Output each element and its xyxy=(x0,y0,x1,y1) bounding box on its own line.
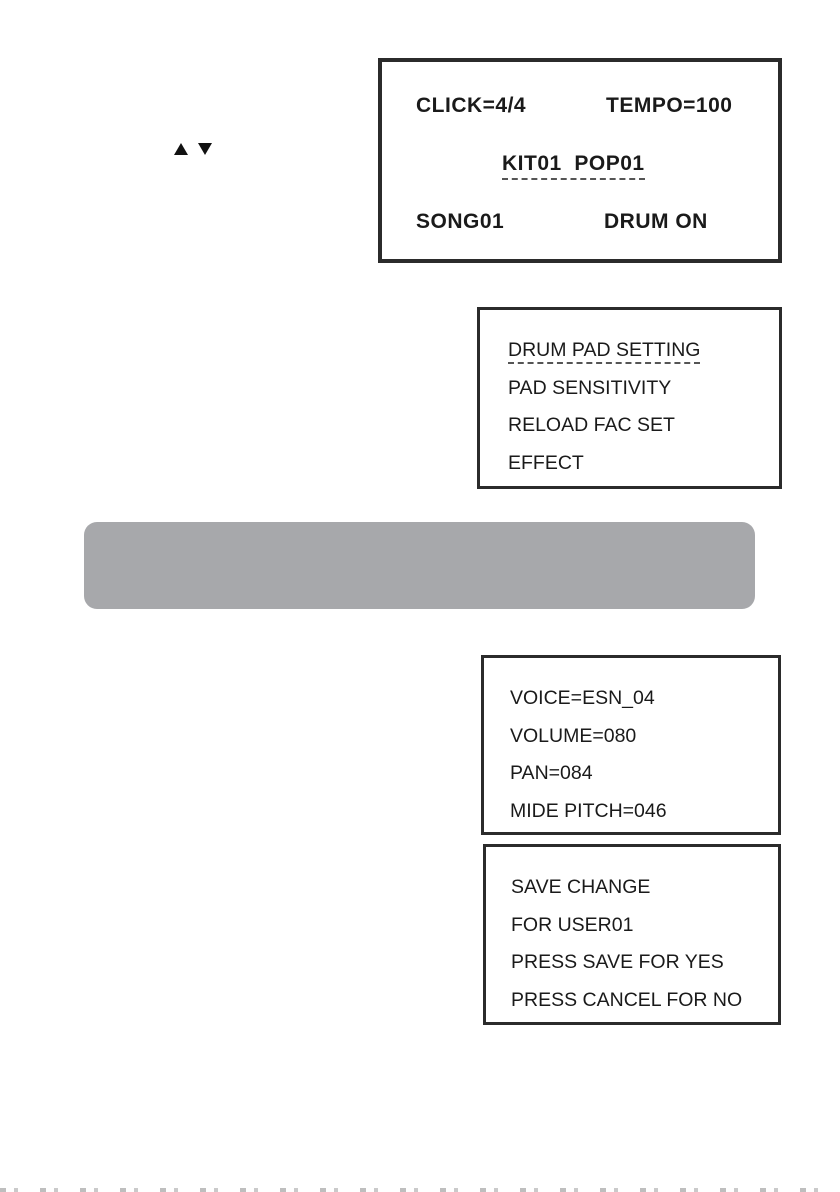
song-readout: SONG01 xyxy=(416,210,505,233)
menu-item-effect: EFFECT xyxy=(508,451,584,474)
voice-lcd-display xyxy=(481,655,781,835)
up-down-arrows xyxy=(174,142,216,156)
click-readout: CLICK=4/4 xyxy=(416,94,527,117)
save-prompt-line-4: PRESS CANCEL FOR NO xyxy=(511,988,743,1011)
pan-readout: PAN=084 xyxy=(510,762,593,784)
voice-readout: VOICE=ESN_04 xyxy=(510,687,655,709)
tempo-readout: TEMPO=100 xyxy=(606,94,733,117)
scan-artifact-line xyxy=(0,1188,840,1192)
main-lcd-display xyxy=(378,58,782,263)
kit-readout: KIT01 POP01 xyxy=(502,152,645,180)
drum-status-readout: DRUM ON xyxy=(604,210,708,233)
save-prompt-line-2: FOR USER01 xyxy=(511,913,634,936)
menu-lcd-display xyxy=(477,307,782,489)
menu-item-pad-sensitivity: PAD SENSITIVITY xyxy=(508,376,672,399)
menu-item-drum-pad-setting: DRUM PAD SETTING xyxy=(508,332,700,370)
gray-banner xyxy=(84,522,755,609)
up-arrow-icon xyxy=(174,143,188,155)
save-prompt-line-3: PRESS SAVE FOR YES xyxy=(511,951,724,973)
save-prompt-line-1: SAVE CHANGE xyxy=(511,876,651,898)
save-lcd-display xyxy=(483,844,781,1025)
menu-item-reload-fac-set: RELOAD FAC SET xyxy=(508,414,675,436)
midi-pitch-readout: MIDE PITCH=046 xyxy=(510,799,667,822)
volume-readout: VOLUME=080 xyxy=(510,724,637,747)
down-arrow-icon xyxy=(198,143,212,155)
